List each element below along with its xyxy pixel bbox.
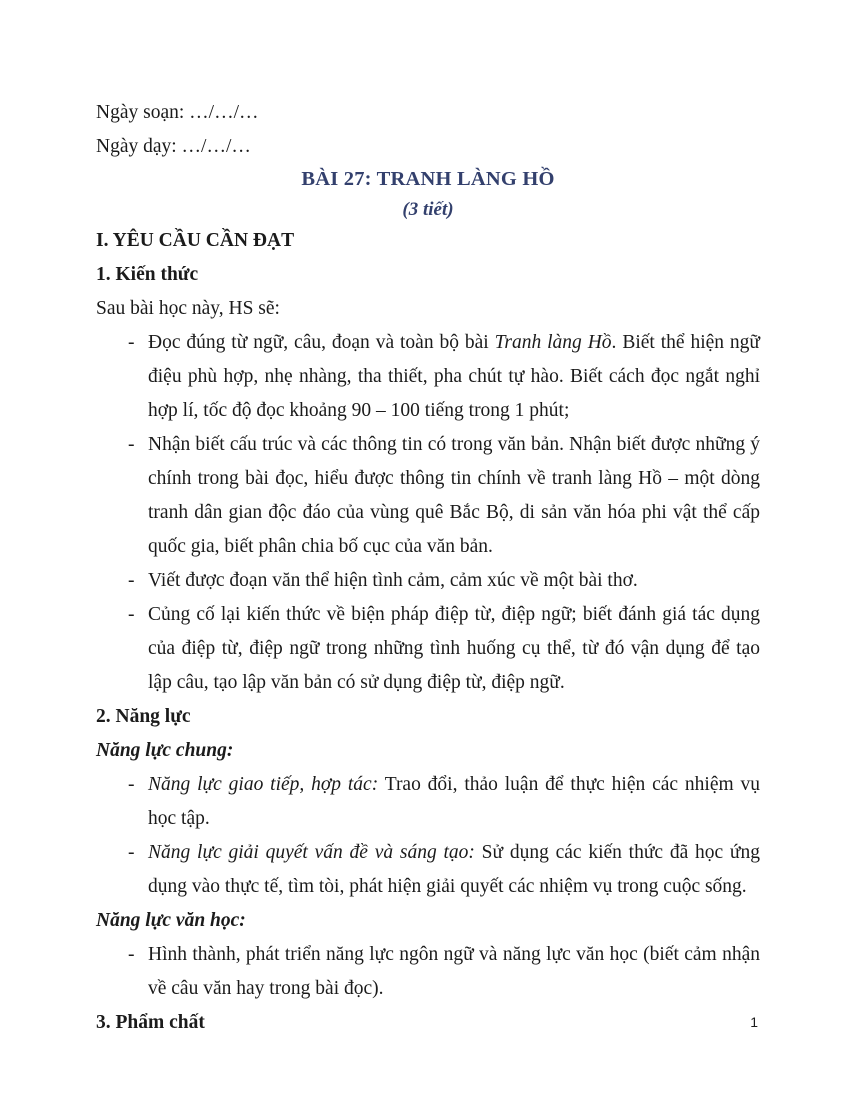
list-item (96, 836, 760, 904)
list-item-text-italic: Tranh làng Hồ (494, 332, 612, 353)
list-item (96, 326, 760, 428)
list-item-text-before: Viết được đoạn văn thể hiện tình cảm, cảm xúc về một bài thơ. (148, 570, 638, 591)
list-item (96, 768, 760, 836)
list-item-lead-in: Năng lực giao tiếp, hợp tác: (148, 774, 379, 795)
nang-luc-chung-bullet-list (96, 768, 760, 904)
group-label-nang-luc-van-hoc: Năng lực văn học: (96, 910, 246, 931)
page-number: 1 (750, 1014, 758, 1030)
bullet-marker: - (128, 604, 135, 625)
list-item-text-after: . Biết thể hiện ngữ điệu phù hợp, nhẹ nhàng, tha thiết, pha chút tự hào. Biết cách đọc ngắt nghỉ hợp lí, tốc độ đọc khoảng 90 – 100 tiếng trong 1 phút; (148, 332, 761, 421)
bullet-marker: - (128, 944, 135, 965)
bullet-marker: - (128, 332, 135, 353)
page-subtitle: (3 tiết) (402, 199, 454, 220)
kien-thuc-intro: Sau bài học này, HS sẽ: (96, 298, 280, 319)
nang-luc-van-hoc-bullet-list (96, 938, 760, 1006)
group-label-nang-luc-chung: Năng lực chung: (96, 740, 234, 761)
section-heading-yeu-cau-can-dat: I. YÊU CẦU CẦN ĐẠT (96, 230, 295, 251)
list-item-lead-in: Năng lực giải quyết vấn đề và sáng tạo: (148, 842, 475, 863)
date-soan-line: Ngày soạn: …/…/… (96, 102, 259, 123)
subsection-heading-pham-chat: 3. Phẩm chất (96, 1012, 205, 1033)
subsection-heading-nang-luc: 2. Năng lực (96, 706, 191, 727)
date-day-line: Ngày dạy: …/…/… (96, 136, 251, 157)
list-item (96, 428, 760, 564)
list-item-text-before: Đọc đúng từ ngữ, câu, đoạn và toàn bộ bài (148, 332, 495, 353)
list-item-text-after: Sử dụng các kiến thức đã học ứng dụng vào thực tế, tìm tòi, phát hiện giải quyết các nhiệm vụ trong cuộc sống. (148, 842, 760, 897)
list-item-text-after: Hình thành, phát triển năng lực ngôn ngữ và năng lực văn học (biết cảm nhận về câu văn hay trong bài đọc). (148, 944, 760, 999)
bullet-marker: - (128, 434, 135, 455)
list-item (96, 938, 760, 1006)
list-item (96, 598, 760, 700)
list-item-text-before: Nhận biết cấu trúc và các thông tin có trong văn bản. Nhận biết được những ý chính trong bài đọc, hiểu được thông tin chính về tranh làng Hồ – một dòng tranh dân gian độc đáo của vùng quê Bắc Bộ, di sản văn hóa phi vật thể cấp quốc gia, biết phân chia bố cục của văn bản. (148, 434, 760, 557)
list-item-text-before: Củng cố lại kiến thức về biện pháp điệp từ, điệp ngữ; biết đánh giá tác dụng của điệp từ, điệp ngữ trong những tình huống cụ thể, từ đó vận dụng để tạo lập câu, tạo lập văn bản có sử dụng điệp từ, điệp ngữ. (148, 604, 760, 693)
subsection-heading-kien-thuc: 1. Kiến thức (96, 264, 199, 285)
document-body (96, 96, 760, 1040)
bullet-marker: - (128, 570, 135, 591)
kien-thuc-bullet-list (96, 326, 760, 700)
list-item (96, 564, 760, 598)
page-title: BÀI 27: TRANH LÀNG HỒ (301, 168, 555, 190)
bullet-marker: - (128, 842, 135, 863)
list-item-text-after: Trao đổi, thảo luận để thực hiện các nhiệm vụ học tập. (148, 774, 760, 829)
bullet-marker: - (128, 774, 135, 795)
